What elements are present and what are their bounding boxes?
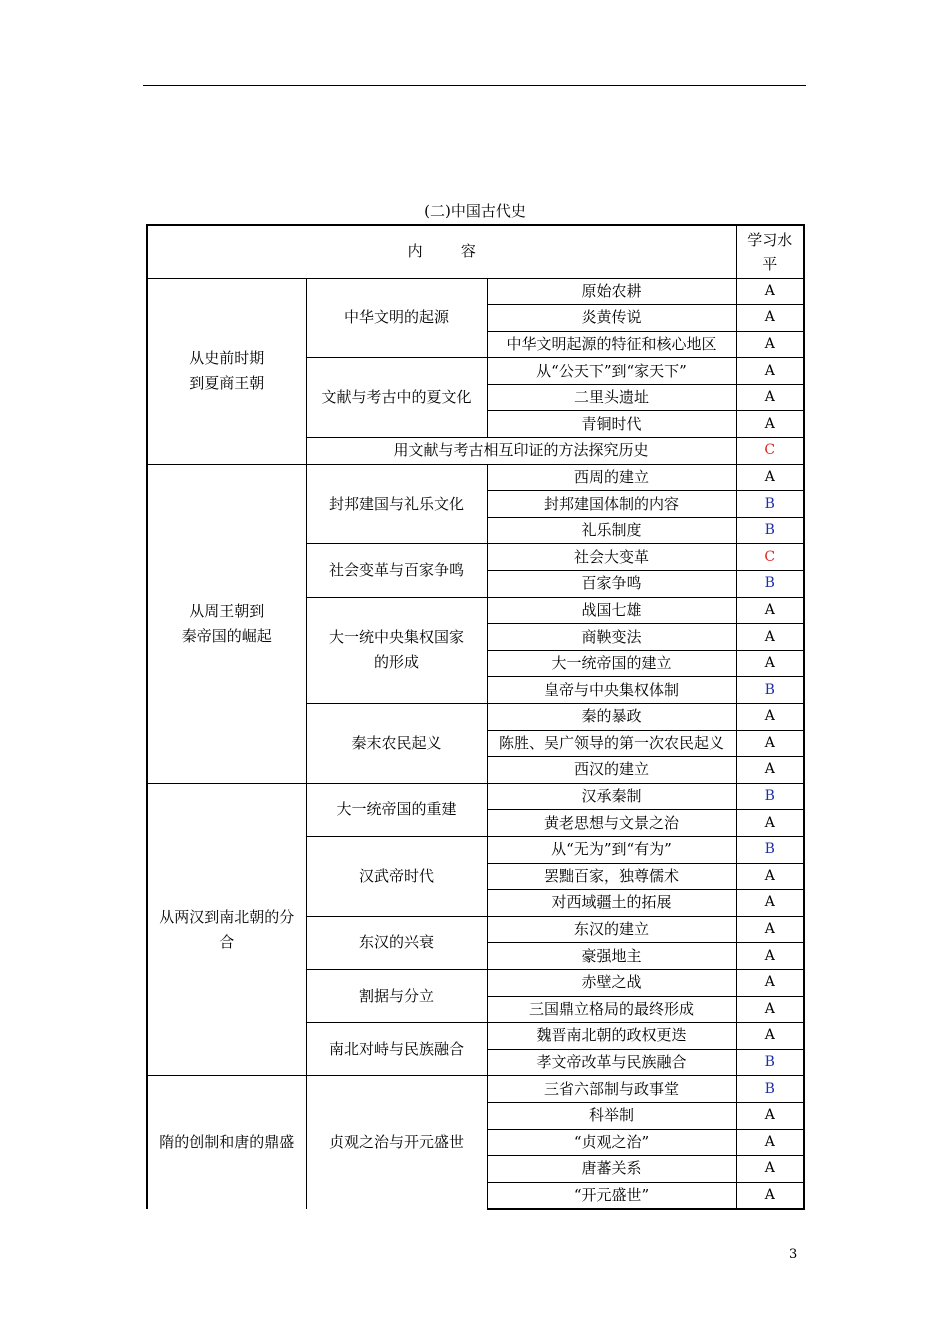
header-level	[736, 225, 804, 278]
table-row	[147, 464, 804, 491]
item-cell: 陈胜、吴广领导的第一次农民起义	[487, 730, 736, 757]
item-cell: 孝文帝改革与民族融合	[487, 1049, 736, 1076]
item-cell: 对西域疆土的拓展	[487, 890, 736, 917]
item-cell: 百家争鸣	[487, 571, 736, 598]
level-cell: A	[736, 650, 804, 677]
table-row	[147, 278, 804, 305]
item-cell: 魏晋南北朝的政权更迭	[487, 1023, 736, 1050]
level-cell: C	[736, 438, 804, 465]
topic-cell: 东汉的兴衰	[306, 916, 487, 969]
level-cell: A	[736, 305, 804, 332]
topic-cell: 社会变革与百家争鸣	[306, 544, 487, 597]
merged-item-cell: 用文献与考古相互印证的方法探究历史	[306, 438, 736, 465]
item-cell: 东汉的建立	[487, 916, 736, 943]
item-cell: 青铜时代	[487, 411, 736, 438]
era-line: 到夏商王朝	[189, 374, 265, 393]
topic-cell: 中华文明的起源	[306, 278, 487, 358]
header-level-text: 学习水平	[747, 230, 793, 273]
item-cell: 礼乐制度	[487, 517, 736, 544]
level-cell: A	[736, 464, 804, 491]
level-cell: A	[736, 624, 804, 651]
level-cell: A	[736, 730, 804, 757]
page-number: 3	[789, 1247, 798, 1262]
item-cell: 三省六部制与政事堂	[487, 1076, 736, 1103]
topic-cell: 贞观之治与开元盛世	[306, 1076, 487, 1209]
level-cell: A	[736, 1023, 804, 1050]
level-cell: B	[736, 517, 804, 544]
level-cell: A	[736, 1182, 804, 1209]
topic-line: 大一统中央集权国家	[328, 628, 464, 647]
topic-cell: 秦末农民起义	[306, 704, 487, 784]
level-cell: B	[736, 491, 804, 518]
level-cell: A	[736, 331, 804, 358]
era-cell	[147, 464, 306, 783]
item-cell: 战国七雄	[487, 597, 736, 624]
topic-cell	[306, 597, 487, 703]
item-cell: 秦的暴政	[487, 704, 736, 731]
era-cell: 隋的创制和唐的鼎盛	[147, 1076, 306, 1209]
level-cell: A	[736, 1129, 804, 1156]
item-cell: “开元盛世”	[487, 1182, 736, 1209]
level-cell: A	[736, 1102, 804, 1129]
level-cell: A	[736, 757, 804, 784]
item-cell: 豪强地主	[487, 943, 736, 970]
item-cell: 二里头遗址	[487, 384, 736, 411]
era-line: 秦帝国的崛起	[181, 626, 272, 645]
level-cell: A	[736, 863, 804, 890]
item-cell: 三国鼎立格局的最终形成	[487, 996, 736, 1023]
item-cell: 商鞅变法	[487, 624, 736, 651]
item-cell: 西周的建立	[487, 464, 736, 491]
level-cell: A	[736, 916, 804, 943]
item-cell: 中华文明起源的特征和核心地区	[487, 331, 736, 358]
item-cell: 黄老思想与文景之治	[487, 810, 736, 837]
era-line: 从两汉到南北朝的分	[159, 907, 295, 926]
level-cell: A	[736, 996, 804, 1023]
level-cell: B	[736, 1076, 804, 1103]
item-cell: “贞观之治”	[487, 1129, 736, 1156]
topic-cell: 大一统帝国的重建	[306, 783, 487, 836]
level-cell: A	[736, 943, 804, 970]
header-rule	[143, 85, 806, 86]
level-cell: A	[736, 810, 804, 837]
item-cell: 西汉的建立	[487, 757, 736, 784]
level-cell: A	[736, 358, 804, 385]
topic-cell: 割据与分立	[306, 969, 487, 1022]
era-line: 从史前时期	[189, 349, 265, 368]
level-cell: B	[736, 783, 804, 810]
level-cell: A	[736, 969, 804, 996]
topic-cell: 文献与考古中的夏文化	[306, 358, 487, 438]
item-cell: 唐蕃关系	[487, 1156, 736, 1183]
level-cell: B	[736, 677, 804, 704]
topic-cell: 南北对峙与民族融合	[306, 1023, 487, 1076]
item-cell: 赤壁之战	[487, 969, 736, 996]
item-cell: 炎黄传说	[487, 305, 736, 332]
level-cell: A	[736, 384, 804, 411]
level-cell: C	[736, 544, 804, 571]
topic-cell: 汉武帝时代	[306, 836, 487, 916]
item-cell: 原始农耕	[487, 278, 736, 305]
era-line: 合	[219, 932, 235, 951]
level-cell: A	[736, 1156, 804, 1183]
era-cell	[147, 278, 306, 464]
table-row	[147, 783, 804, 810]
level-cell: B	[736, 571, 804, 598]
item-cell: 社会大变革	[487, 544, 736, 571]
era-cell	[147, 783, 306, 1076]
table-caption: (二)中国古代史	[424, 202, 526, 220]
level-cell: A	[736, 704, 804, 731]
level-cell: A	[736, 597, 804, 624]
item-cell: 从“公天下”到“家天下”	[487, 358, 736, 385]
item-cell: 罢黜百家，独尊儒术	[487, 863, 736, 890]
item-cell: 从“无为”到“有为”	[487, 836, 736, 863]
level-cell: A	[736, 890, 804, 917]
era-line: 从周王朝到	[189, 601, 265, 620]
table-header-row	[147, 225, 804, 278]
item-cell: 皇帝与中央集权体制	[487, 677, 736, 704]
topic-cell: 封邦建国与礼乐文化	[306, 464, 487, 544]
curriculum-table	[146, 224, 805, 1210]
level-cell: A	[736, 278, 804, 305]
item-cell: 汉承秦制	[487, 783, 736, 810]
item-cell: 科举制	[487, 1102, 736, 1129]
header-content: 内 容	[147, 225, 736, 278]
level-cell: B	[736, 836, 804, 863]
item-cell: 封邦建国体制的内容	[487, 491, 736, 518]
item-cell: 大一统帝国的建立	[487, 650, 736, 677]
topic-line: 的形成	[373, 653, 419, 672]
table-row	[147, 1076, 804, 1103]
level-cell: A	[736, 411, 804, 438]
level-cell: B	[736, 1049, 804, 1076]
table-body	[147, 225, 804, 1209]
